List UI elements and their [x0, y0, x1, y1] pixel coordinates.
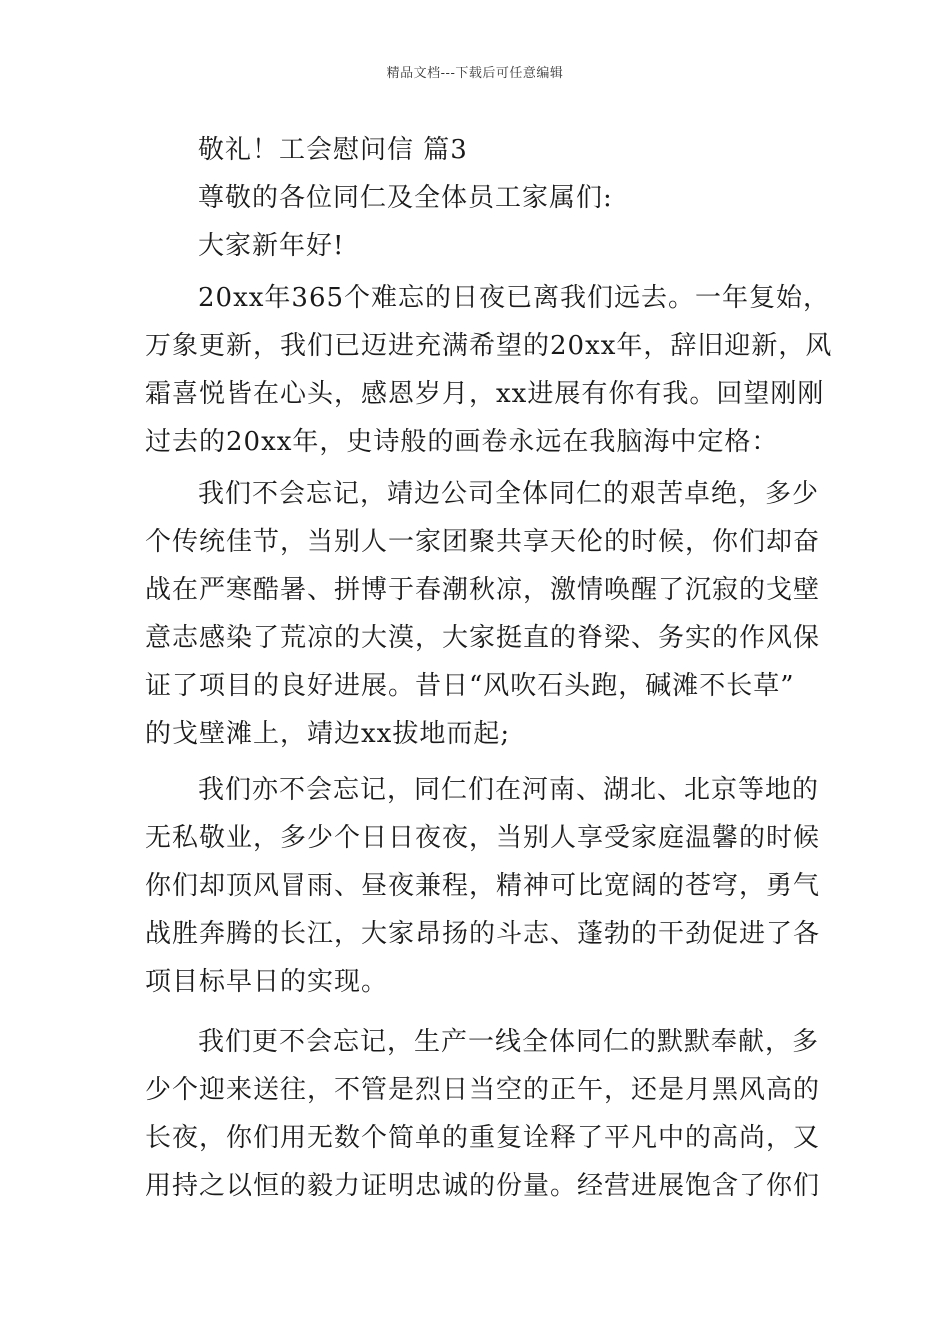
paragraph-line: 过去的20xx年，史诗般的画卷永远在我脑海中定格：: [145, 427, 779, 457]
paragraph-line: 的戈壁滩上，靖边xx拔地而起;: [145, 719, 511, 749]
paragraph-line: 战胜奔腾的长江，大家昂扬的斗志、蓬勃的干劲促进了各: [145, 919, 821, 949]
paragraph-line: 项目标早日的实现。: [145, 967, 389, 997]
closing-and-section-title: 敬礼！工会慰问信 篇3: [198, 135, 468, 165]
greeting: 大家新年好!: [198, 231, 345, 261]
paragraph-line: 我们亦不会忘记，同仁们在河南、湖北、北京等地的: [198, 775, 820, 805]
paragraph-line: 万象更新，我们已迈进充满希望的20xx年，辞旧迎新，风: [145, 331, 833, 361]
paragraph-line: 20xx年365个难忘的日夜已离我们远去。一年复始，: [198, 283, 831, 313]
paragraph-line: 霜喜悦皆在心头，感恩岁月，xx进展有你有我。回望刚刚: [145, 379, 825, 409]
paragraph-line: 我们不会忘记，靖边公司全体同仁的艰苦卓绝，多少: [198, 479, 820, 509]
page-header: 精品文档---下载后可任意编辑: [386, 66, 564, 81]
paragraph-line: 个传统佳节，当别人一家团聚共享天伦的时候，你们却奋: [145, 527, 821, 557]
paragraph-line: 你们却顶风冒雨、昼夜兼程，精神可比宽阔的苍穹，勇气: [145, 871, 821, 901]
salutation: 尊敬的各位同仁及全体员工家属们:: [198, 183, 613, 213]
paragraph-line: 用持之以恒的毅力证明忠诚的份量。经营进展饱含了你们: [145, 1171, 821, 1201]
paragraph-line: 无私敬业，多少个日日夜夜，当别人享受家庭温馨的时候: [145, 823, 821, 853]
paragraph-line: 证了项目的良好进展。昔日“风吹石头跑，碱滩不长草”: [145, 671, 795, 701]
paragraph-line: 意志感染了荒凉的大漠，大家挺直的脊梁、务实的作风保: [145, 623, 821, 653]
paragraph-line: 战在严寒酷暑、拼博于春潮秋凉，激情唤醒了沉寂的戈壁: [145, 575, 821, 605]
paragraph-line: 少个迎来送往，不管是烈日当空的正午，还是月黑风高的: [145, 1075, 821, 1105]
paragraph-line: 我们更不会忘记，生产一线全体同仁的默默奉献，多: [198, 1027, 820, 1057]
document-body: [145, 126, 833, 1210]
paragraph-line: 长夜，你们用无数个简单的重复诠释了平凡中的高尚，又: [145, 1123, 821, 1153]
